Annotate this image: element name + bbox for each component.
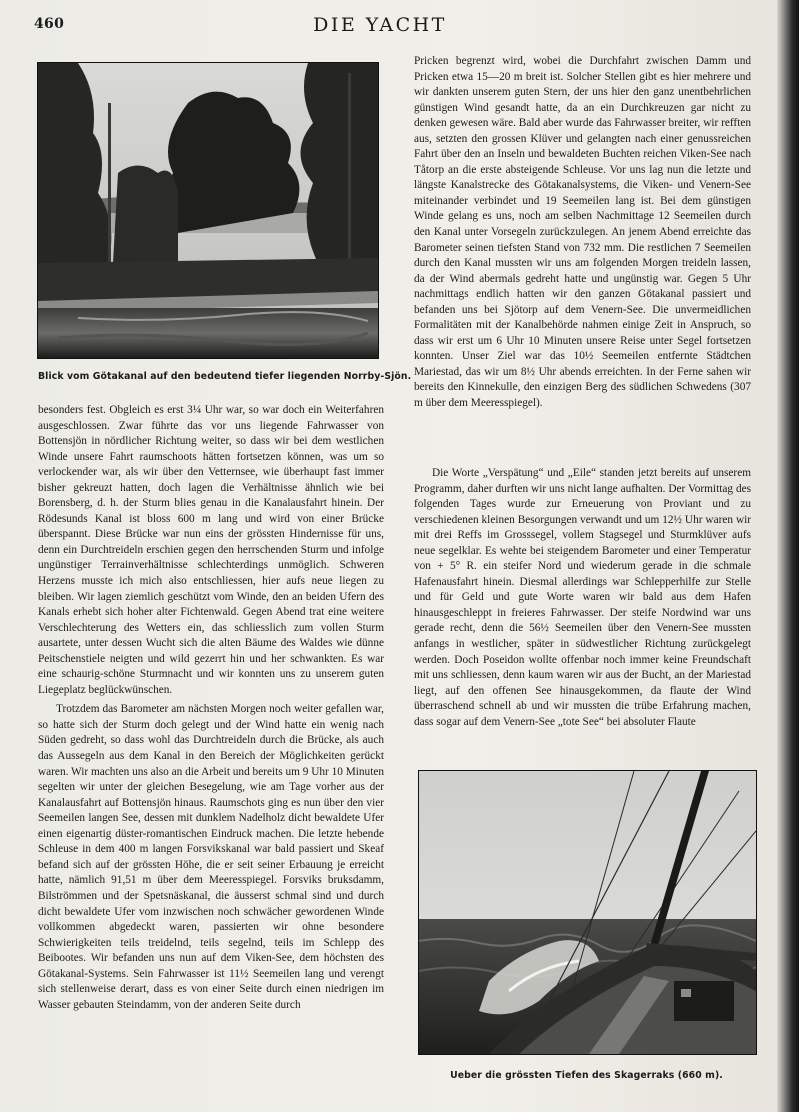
page-edge-shadow	[777, 0, 799, 1112]
sailing-yacht-illustration	[419, 771, 756, 1054]
skagerrak-sailing-photo	[418, 770, 757, 1055]
paragraph: Die Worte „Verspätung“ und „Eile“ standen jetzt bereits auf unserem Programm, daher durften wir uns nicht lange aufhalten. Der Vormittag des folgenden Tages wurde zur Erneuerung von Proviant und zu verschiedenen kleinen Besorgungen verwandt und um 12½ Uhr waren wir mit drei Reffs im Grosssegel, vollem Stagsegel und Sturmklüver aufs neue segelklar. Es wehte bei steigendem Barometer und einer Temperatur von + 5° R. ein steifer Nord und wiederum gerade in die schmale Hafenausfahrt hinein. Diesmal allerdings war Schlepperhilfe zur Stelle und für Geld und gute Worte waren wir bald aus dem Hafen hinausgeschleppt in freieres Fahrwasser. Der steife Nordwind war uns gerade recht, denn die 56½ Seemeilen über den Venern-See mussten anfangs in westlicher, später in südwestlicher Richtung zurückgelegt werden. Doch Poseidon wollte offenbar noch immer keine Freundschaft mit uns schliessen, denn kaum waren wir aus der Bucht, an der Mariestad liegt, auf den offenen See hinausgekommen, da flaute der Wind überraschend schnell ab und wir mussten die trübe Erfahrung machen, dass sogar auf dem Venern-See „tote See“ bei absoluter Flaute	[414, 467, 751, 728]
canal-landscape-photo	[37, 62, 379, 359]
article-right-column-top	[414, 54, 751, 412]
paragraph: Pricken begrenzt wird, wobei die Durchfahrt zwischen Damm und Pricken etwa 15—20 m breit ist. Solcher Stellen gibt es hier mehrere und wir dankten unserem guten Stern, der uns hier den ganz unentbehrlichen günstigen Wind gesandt hatte, da an ein Durchkreuzen gar nicht zu denken gewesen wäre. Bald aber wurde das Fahrwasser breiter, wir refften aus, setzten den grossen Klüver und gelangten nach einer genussreichen Fahrt über den an Inseln und bewaldeten Buchten reichen Viken-See nach Tåtorp an die erste absteigende Schleuse. Vor uns lag nun die letzte und längste Kanalstrecke des Götakanalsystems, die Viken- und Venern-See miteinander verbindet und 19 Seemeilen lang ist. Bei dem günstigen Winde gelang es uns, noch am selben Nachmittage 12 Seemeilen durch den Kanal unter Vorsegeln zurückzulegen. An jenem Abend erreichte das Barometer seinen tiefsten Stand von 732 mm. Die restlichen 7 Seemeilen durch den Kanal mussten wir uns am folgenden Morgen treideln lassen, da der Wind abermals gedreht hatte und ungünstig war. Gegen 5 Uhr nachmittags endlich hatten wir den ganzen Götakanal passiert und befanden uns bei Sjötorp auf dem Venern-See. Die unvermeidlichen Formalitäten mit der Kanalbehörde nahmen einige Zeit in Anspruch, so dass wir erst um 6 Uhr 10 Minuten unsere Reise unter Segel fortsetzen konnten. Unser Ziel war das 10½ Seemeilen entfernte Städtchen Mariestad, das wir um 8½ Uhr abends erreichten. In der Ferne sahen wir bereits den Kinnekulle, den einzigen Berg des südlichen Schwedens (307 m über dem Meeresspiegel).	[414, 55, 751, 410]
paragraph: besonders fest. Obgleich es erst 3¼ Uhr war, so war doch ein Weiterfahren ausgeschlossen. Zwar führte das vor uns liegende Fahrwasser von Bottensjön in nördlicher Richtung weiter, so dass wir bei dem westlichen Winde unsere Fahrt raumschoots hätten fortsetzen können, was um so verlockender war, als wir über den Vetternsee, wie überhaupt fast immer bisher gekreuzt hatten, doch lagen die Verhältnisse ähnlich wie bei Borensberg, d. h. der Sturm blies genau in die Kanalausfahrt hinein. Der Rödesunds Kanal ist bloss 600 m lang und wird von einer Brücke überspannt. Diese Brücke war nun eins der grössten Hindernisse für uns, denn ein Durchtreideln erschien gegen den herrschenden Sturm und infolge ungünstiger Terrainverhältnisse schlechterdings unmöglich. Schweren Herzens musste ich mich also entschliessen, hier aufs neue liegen zu bleiben. Wir lagen ziemlich geschützt vom Winde, den an beiden Ufern des Kanals erhebt sich hoher alter Fichtenwald. Gegen Abend trat eine weitere Verschlechterung des Wetters ein, das schliesslich zum vollen Sturm ausartete, unter dessen Wucht sich die alten Bäume des Waldes wie dünne Peitschenstiele neigten und wild gezerrt hin und her schwankten. Es war eine schaurig-schöne Sturmnacht und wir konnten uns zu unserem guten Liegeplatz beglückwünschen.	[38, 404, 384, 696]
photo-caption-norrby: Blick vom Götakanal auf den bedeutend tiefer liegenden Norrby-Sjön.	[38, 371, 412, 382]
article-right-column-bottom	[414, 462, 751, 730]
canal-landscape-illustration	[38, 63, 378, 358]
photo-caption-skagerrak: Ueber die grössten Tiefen des Skagerraks (660 m).	[450, 1070, 723, 1081]
article-left-column	[38, 403, 384, 1013]
paragraph: Trotzdem das Barometer am nächsten Morgen noch weiter gefallen war, so hatte sich der Sturm doch gelegt und der Wind hatte ein wenig nach Süden gedreht, so dass wohl das Durchtreideln durch die Brücke, als auch das Aussegeln aus dem Kanal in den Bereich der Möglichkeiten gerückt waren. Wir machten uns also an die Arbeit und bereits um 9 Uhr 10 Minuten segelten wir unter der gleichen Besegelung, wie am Tage vorher aus der Kanalausfahrt auf Bottensjön hinaus. Raumschots ging es nun über den vier Seemeilen langen See, dessen mit dunklem Nadelholz dicht bewaldete Ufer einen eigenartig düster-romantischen Eindruck machen. Die letzte hebende Schleuse in dem 400 m langen Forsvikskanal war bald passiert und Skeaf befand sich auf der grössten Höhe, die er seit seiner Erbauung je erreicht hatte, nämlich 91,51 m über dem Meeresspiegel. Forsviks bruksdamm, Bilströmmen und der Spetsnäskanal, die äusserst schmal sind und durch dicht bewaldete Ufer vom inzwischen noch schwächer gewordenen Winde vollkommen abgedeckt waren, passierten wir ohne besondere Schwierigkeiten teils treidelnd, teils segelnd, teils im Schlepp des Beibootes. Wir befanden uns nun auf dem Viken-See, dem höchsten des Götakanal-Systems. Sein Fahrwasser ist 11½ Seemeilen lang und verengt sich stellenweise derart, dass es von einer Seite durch einen niedrigen im Wasser gebauten Steindamm, von der anderen Seite durch	[38, 703, 385, 1011]
page-number: 460	[34, 16, 65, 32]
running-title: DIE YACHT	[313, 14, 447, 36]
